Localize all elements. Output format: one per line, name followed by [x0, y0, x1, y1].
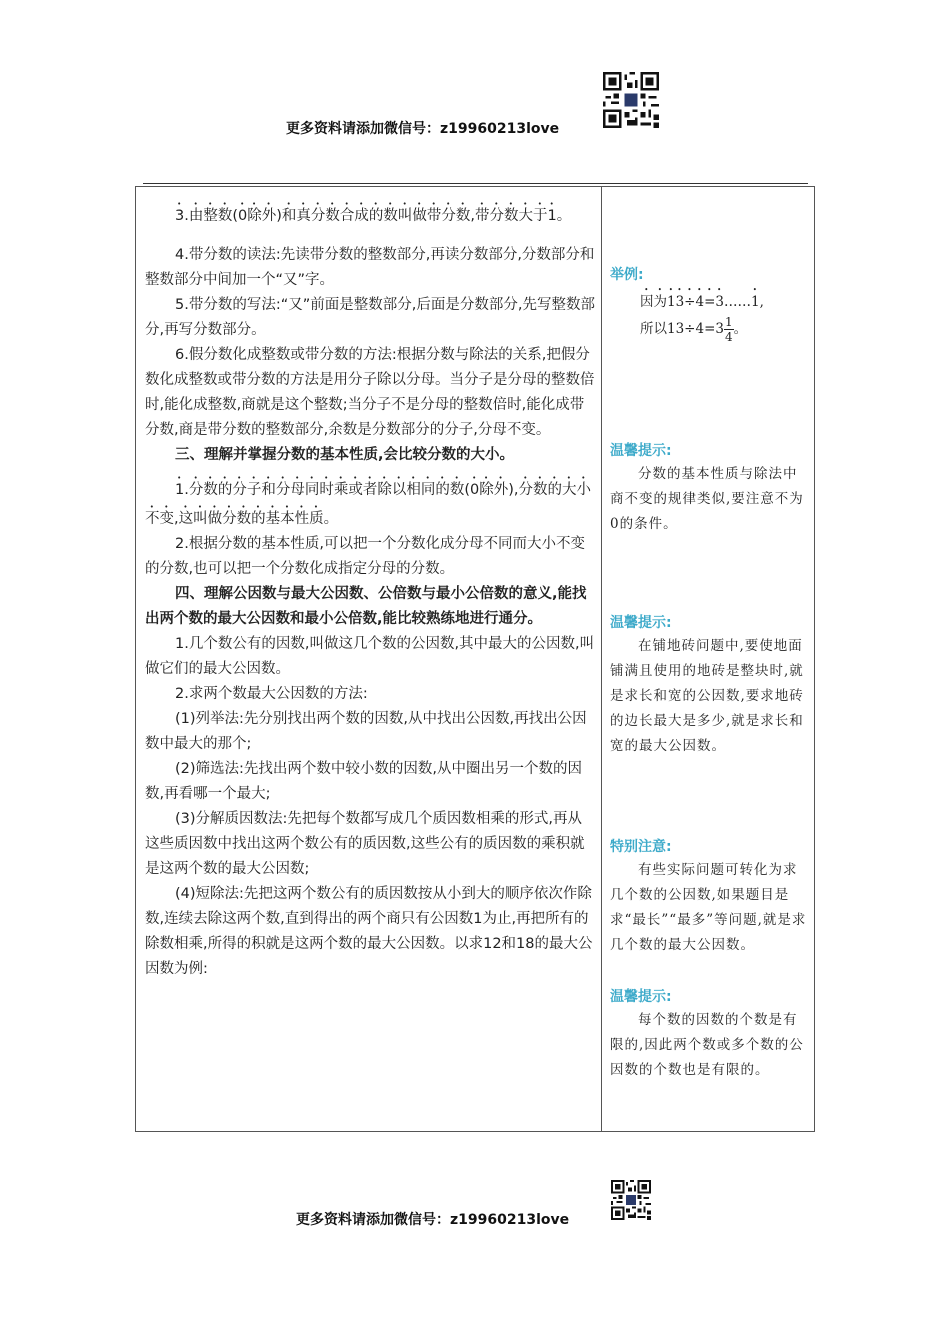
header-wechat-text: 更多资料请添加微信号：z19960213love [286, 121, 560, 137]
tip-3-text: 每个数的因数的个数是有限的,因此两个数或多个数的公因数的个数也是有限的。 [610, 1012, 804, 1078]
paragraph-prime-factorization-method: (3)分解质因数法:先把每个数都写成几个质因数相乘的形式,再从这些质因数中找出这两个数公有的质因数,这些公有的质因数的乘积就是这两个数的最大公因数; [145, 811, 585, 877]
paragraph-mixed-number-definition: 3.由整数(0除外)和真分数合成的数叫做带分数,带分数大于1。 [175, 208, 572, 224]
paragraph-gcd-methods-intro: 2.求两个数最大公因数的方法: [175, 686, 368, 702]
tip-1-text: 分数的基本性质与除法中商不变的规律类似,要注意不为0的条件。 [610, 466, 804, 532]
fraction-one-quarter: $\frac{1}{4}$ [724, 315, 733, 344]
main-column [145, 200, 595, 982]
header-rule [143, 183, 808, 184]
footer-wechat-text: 更多资料请添加微信号：z19960213love [296, 1212, 570, 1228]
section-heading-3: 三、理解并掌握分数的基本性质,会比较分数的大小。 [175, 447, 515, 463]
tip-1-title: 温馨提示: [610, 443, 672, 459]
tip-2-text: 在铺地砖问题中,要使地面铺满且使用的地砖是整块时,就是求长和宽的公因数,要求地砖的边长最大是多少,就是求长和宽的最大公因数。 [610, 638, 804, 754]
sidebar-tip-3 [610, 986, 808, 1083]
example-title: 举例: [610, 267, 644, 283]
tip-3-title: 温馨提示: [610, 989, 672, 1005]
example-line-2: 所以13÷4=3 $\frac{1}{4}$ 。 [640, 315, 748, 344]
sidebar-note [610, 836, 808, 958]
paragraph-mixed-number-reading: 4.带分数的读法:先读带分数的整数部分,再读分数部分,分数部分和整数部分中间加一个“又”字。 [145, 247, 595, 288]
paragraph-short-division-method: (4)短除法:先把这两个数公有的质因数按从小到大的顺序依次作除数,连续去除这两个数,直到得出的两个商只有公因数1为止,再把所有的除数相乘,所得的积就是这两个数的最大公因数。以求12和18的最大公因数为例: [145, 886, 593, 977]
paragraph-fraction-property-use: 2.根据分数的基本性质,可以把一个分数化成分母不同而大小不变的分数,也可以把一个分数化成指定分母的分数。 [145, 536, 585, 577]
qr-code-icon [603, 72, 659, 128]
paragraph-sieve-method: (2)筛选法:先找出两个数中较小数的因数,从中圈出另一个数的因数,再看哪一个最大; [145, 761, 583, 802]
paragraph-fraction-property: 1.分数的分子和分母同时乘或者除以相同的数(0除外),分数的大小不变,这叫做分数的基本性质。 [145, 482, 591, 527]
paragraph-common-factor-definition: 1.几个数公有的因数,叫做这几个数的公因数,其中最大的公因数,叫做它们的最大公因数。 [145, 636, 595, 677]
sidebar-tip-1 [610, 440, 808, 537]
paragraph-improper-fraction-conversion: 6.假分数化成整数或带分数的方法:根据分数与除法的关系,把假分数化成整数或带分数的方法是用分子除以分母。当分子是分母的整数倍时,能化成整数,商就是这个整数;当分子不是分母的整数倍时,能化成带分数,商是带分数的整数部分,余数是分数部分的分子,分母不变。 [145, 347, 595, 438]
paragraph-mixed-number-writing: 5.带分数的写法:“又”前面是整数部分,后面是分数部分,先写整数部分,再写分数部分。 [145, 297, 595, 338]
column-divider [601, 186, 602, 1132]
qr-code-icon-footer [611, 1180, 651, 1220]
paragraph-listing-method: (1)列举法:先分别找出两个数的因数,从中找出公因数,再找出公因数中最大的那个; [145, 711, 587, 752]
sidebar-example [610, 264, 808, 344]
tip-2-title: 温馨提示: [610, 615, 672, 631]
example-line-1: 因为13÷4=3……1, [640, 294, 764, 310]
section-heading-4: 四、理解公因数与最大公因数、公倍数与最小公倍数的意义,能找出两个数的最大公因数和最小公倍数,能比较熟练地进行通分。 [145, 586, 587, 627]
note-title: 特别注意: [610, 839, 672, 855]
note-text: 有些实际问题可转化为求几个数的公因数,如果题目是求“最长”“最多”等问题,就是求几个数的最大公因数。 [610, 862, 807, 953]
sidebar-tip-2 [610, 612, 808, 759]
